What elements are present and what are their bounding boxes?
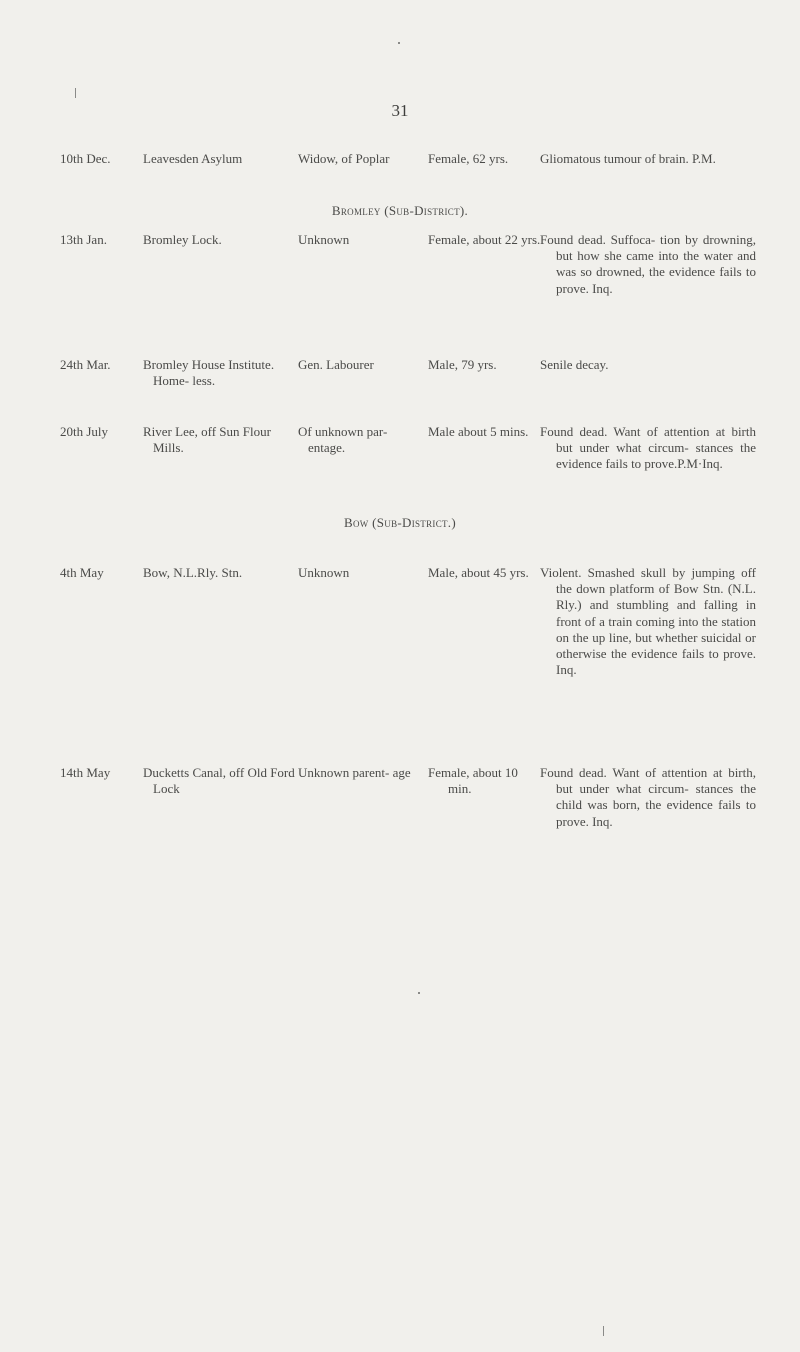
record-place: Ducketts Canal, off Old Ford Lock <box>143 765 295 797</box>
record-occupation: Of unknown par- entage. <box>298 424 388 456</box>
record-cause: Found dead. Suffoca- tion by drowning, but how she came into the water and was so drowned, the evidence fails to prove. Inq. <box>540 232 756 296</box>
record-date: 14th May <box>60 765 111 780</box>
record-sex-age: Female, 62 yrs. <box>428 151 509 166</box>
scan-speck <box>398 42 400 44</box>
record-place: River Lee, off Sun Flour Mills. <box>143 424 271 456</box>
record-date: 4th May <box>60 565 104 580</box>
scan-speck <box>75 88 76 98</box>
record-cause: Found dead. Want of attention at birth, but under what circum- stances the child was born, the evidence fails to prove. Inq. <box>540 765 756 829</box>
scan-speck <box>603 1326 604 1336</box>
record-occupation: Widow, of Poplar <box>298 151 390 166</box>
record-occupation: Unknown <box>298 232 350 247</box>
section-heading: Bromley (Sub-District). <box>331 203 469 218</box>
record-date: 20th July <box>60 424 109 439</box>
record-cause: Gliomatous tumour of brain. P.M. <box>540 151 716 166</box>
record-place: Bromley Lock. <box>143 232 222 247</box>
record-occupation: Unknown parent- age <box>298 765 411 780</box>
record-sex-age: Male, about 45 yrs. <box>428 565 529 580</box>
record-occupation: Unknown <box>298 565 350 580</box>
record-date: 24th Mar. <box>60 357 111 372</box>
record-place: Bromley House Institute. Home- less. <box>143 357 275 389</box>
section-heading: Bow (Sub-District.) <box>344 515 456 530</box>
record-cause: Violent. Smashed skull by jumping off the down platform of Bow Stn. (N.L. Rly.) and stumbling and falling in front of a train coming into the station on the up line, but whether suicidal or otherwise the evidence fails to prove. Inq. <box>540 565 756 678</box>
record-place: Bow, N.L.Rly. Stn. <box>143 565 243 580</box>
record-sex-age: Male about 5 mins. <box>428 424 529 439</box>
record-place: Leavesden Asylum <box>143 151 243 166</box>
record-cause: Senile decay. <box>540 357 609 372</box>
page-number: 31 <box>391 101 409 120</box>
scan-speck <box>418 992 420 994</box>
record-occupation: Gen. Labourer <box>298 357 374 372</box>
record-sex-age: Female, about 22 yrs. <box>428 232 541 247</box>
record-sex-age: Male, 79 yrs. <box>428 357 497 372</box>
record-date: 13th Jan. <box>60 232 107 247</box>
record-date: 10th Dec. <box>60 151 111 166</box>
record-cause: Found dead. Want of attention at birth but under what circum- stances the evidence fails to prove.P.M·Inq. <box>540 424 756 472</box>
record-sex-age: Female, about 10 min. <box>428 765 518 797</box>
